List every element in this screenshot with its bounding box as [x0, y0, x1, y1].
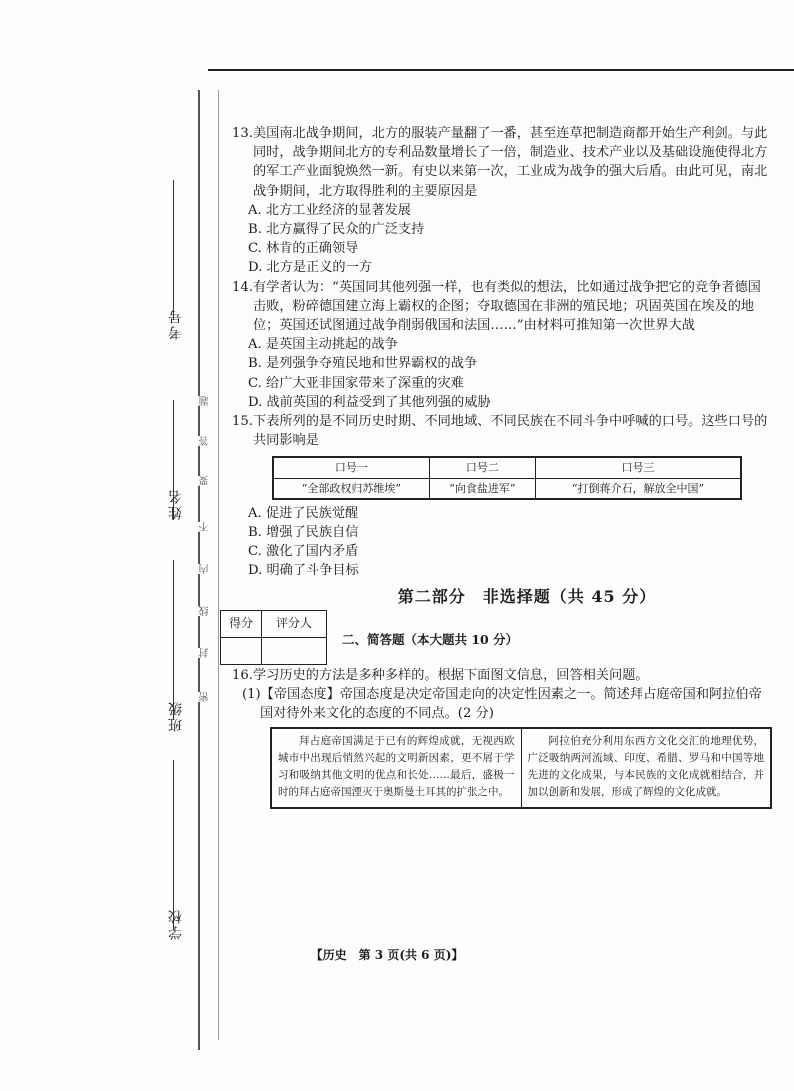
school-rule: [173, 760, 174, 930]
seal-char: 密: [200, 692, 211, 702]
seal-char: 线: [200, 606, 211, 616]
question-13: [232, 124, 772, 278]
option-d[interactable]: D. 战前英国的利益受到了其他列强的威胁: [248, 394, 491, 410]
section-title: 二、简答题（本大题共 10 分）: [342, 631, 519, 647]
exam-id-rule: [173, 180, 174, 320]
table-cell: “全部政权归苏维埃”: [273, 478, 429, 499]
question-stem: 15.下表所列的是不同历史时期、不同地域、不同民族在不同斗争中呼喊的口号。这些口号的共同影响是: [232, 414, 768, 449]
question-14: [232, 278, 772, 412]
page-footer: [0, 946, 794, 963]
grader-field[interactable]: [262, 637, 327, 664]
table-header: 口号一: [273, 457, 429, 478]
option-c[interactable]: C. 给广大亚非国家带来了深重的灾难: [248, 375, 464, 391]
seal-char: 封: [200, 648, 211, 658]
binding-line-inner: [218, 90, 219, 1040]
material-arab: 阿拉伯充分利用东西方文化交汇的地理优势，广泛吸纳两河流域、印度、希腊、罗马和中国等地先进的文化成果，与本民族的文化成就相结合，并加以创新和发展，形成了辉煌的文化成就。: [521, 728, 771, 808]
table-header: 口号二: [429, 457, 535, 478]
option-a[interactable]: A. 北方工业经济的显著发展: [248, 202, 411, 218]
slogan-table: [272, 456, 742, 499]
question-stem: 14.有学者认为：“英国同其他列强一样，也有类似的想法，比如通过战争把它的竞争者德国击败，粉碎德国建立海上霸权的企图；夺取德国在非洲的殖民地；巩固英国在埃及的地位；英国还试图通过战争削弱俄国和法国……”由材料可推知第一次世界大战: [232, 279, 761, 334]
option-b[interactable]: B. 是列强争夺殖民地和世界霸权的战争: [248, 356, 478, 372]
top-rule: [208, 69, 794, 71]
question-15: [232, 412, 772, 581]
class-rule: [173, 560, 174, 720]
question-16-sub1: (1)【帝国态度】帝国态度是决定帝国走向的决定性因素之一。简述拜占庭帝国和阿拉伯帝国对待外来文化的态度的不同点。(2 分): [242, 687, 762, 722]
option-b[interactable]: B. 北方赢得了民众的广泛支持: [248, 222, 425, 238]
class-label: 班级: [168, 700, 184, 732]
seal-char: 不: [200, 522, 211, 532]
option-c[interactable]: C. 激化了国内矛盾: [248, 544, 359, 560]
table-header: 口号三: [536, 457, 742, 478]
footer-text: 【历史 第 3 页(共 6 页)】: [310, 948, 464, 962]
seal-char: 要: [200, 476, 211, 486]
option-a[interactable]: A. 促进了民族觉醒: [248, 505, 359, 521]
option-b[interactable]: B. 增强了民族自信: [248, 525, 359, 541]
option-d[interactable]: D. 北方是正义的一方: [248, 260, 372, 276]
question-16-stem: 16.学习历史的方法是多种多样的。根据下面图文信息，回答相关问题。: [232, 667, 649, 683]
seal-char: 内: [200, 564, 211, 574]
exam-id-label: 考号: [168, 308, 184, 340]
part-two-title: 第二部分 非选择题（共 45 分）: [397, 586, 657, 606]
material-table: [270, 727, 772, 809]
score-field[interactable]: [221, 637, 262, 664]
score-box: [220, 610, 327, 665]
table-cell: “打倒蒋介石，解放全中国”: [536, 478, 742, 499]
table-cell: “向食盐进军”: [429, 478, 535, 499]
seal-char: 答: [200, 436, 211, 446]
option-c[interactable]: C. 林肯的正确领导: [248, 241, 359, 257]
option-a[interactable]: A. 是英国主动挑起的战争: [248, 337, 398, 353]
question-stem: 13.美国南北战争期间，北方的服装产量翻了一番，甚至连草把制造商都开始生产利剑。与此同时，战争期间北方的专利品数量增长了一倍，制造业、技术产业以及基础设施使得北方的军工产业面貌焕然一新。有史以来第一次，工业成为战争的强大后盾。由此可见，南北战争期间，北方取得胜利的主要原因是: [232, 126, 768, 199]
option-d[interactable]: D. 明确了斗争目标: [248, 563, 359, 579]
grader-label: 评分人: [262, 610, 327, 637]
material-byzantine: 拜占庭帝国满足于已有的辉煌成就，无视西欧城市中出现后悄然兴起的文明新因素，更不屑于学习和吸纳其他文明的优点和长处……最后，盛极一时的拜占庭帝国湮灭于奥斯曼土耳其的扩张之中。: [271, 728, 521, 808]
score-label: 得分: [221, 610, 262, 637]
school-label: 学校: [168, 908, 184, 940]
score-row: [228, 610, 772, 666]
name-label: 姓名: [168, 488, 184, 520]
seal-char: 题: [200, 396, 211, 406]
question-content: [228, 124, 772, 809]
